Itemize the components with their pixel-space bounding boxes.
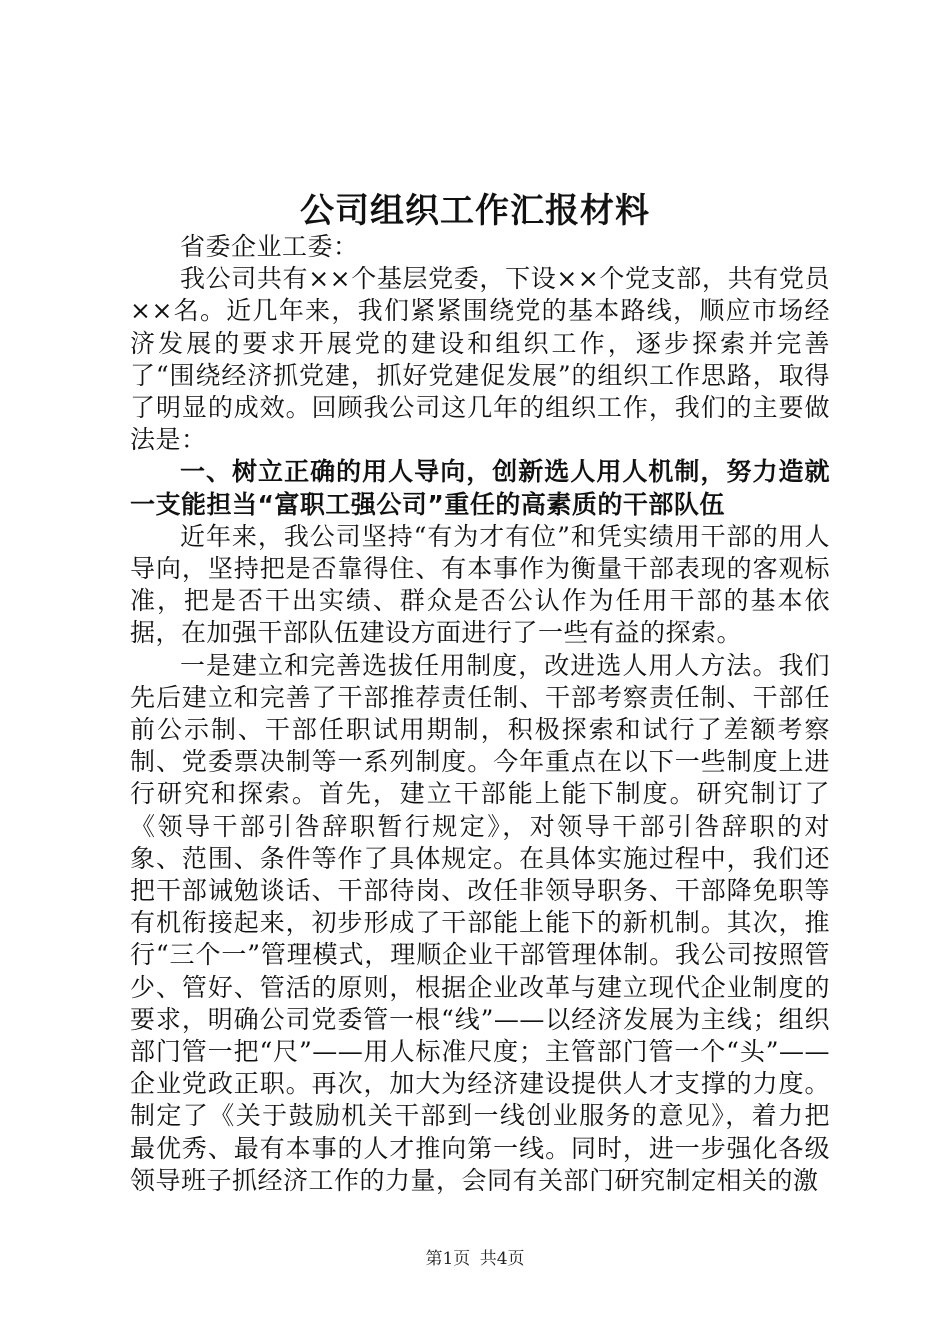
- section-heading: 一、树立正确的用人导向，创新选人用人机制，努力造就一支能担当“富职工强公司”重任的高素质的干部队伍: [130, 457, 830, 519]
- page-footer: [0, 1244, 950, 1269]
- document-title: 公司组织工作汇报材料: [300, 191, 650, 231]
- intro-paragraph: 我公司共有××个基层党委，下设××个党支部，共有党员××名。近几年来，我们紧紧围绕党的基本路线，顺应市场经济发展的要求开展党的建设和组织工作，逐步探索并完善了“围绕经济抓党建，抓好党建促发展”的组织工作思路，取得了明显的成效。回顾我公司这几年的组织工作，我们的主要做法是：: [130, 264, 830, 455]
- document-body: [130, 231, 830, 1197]
- body-paragraph: 近年来，我公司坚持“有为才有位”和凭实绩用干部的用人导向，坚持把是否靠得住、有本事作为衡量干部表现的客观标准，把是否干出实绩、群众是否公认作为任用干部的基本依据，在加强干部队伍建设方面进行了一些有益的探索。: [130, 521, 830, 648]
- body-paragraph: 一是建立和完善选拔任用制度，改进选人用人方法。我们先后建立和完善了干部推荐责任制、干部考察责任制、干部任前公示制、干部任职试用期制，积极探索和试行了差额考察制、党委票决制等一系列制度。今年重点在以下一些制度上进行研究和探索。首先，建立干部能上能下制度。研究制订了《领导干部引咎辞职暂行规定》，对领导干部引咎辞职的对象、范围、条件等作了具体规定。在具体实施过程中，我们还把干部诫勉谈话、干部待岗、改任非领导职务、干部降免职等有机衔接起来，初步形成了干部能上能下的新机制。其次，推行“三个一”管理模式，理顺企业干部管理体制。我公司按照管少、管好、管活的原则，根据企业改革与建立现代企业制度的要求，明确公司党委管一根“线”——以经济发展为主线；组织部门管一把“尺”——用人标准尺度；主管部门管一个“头”——企业党政正职。再次，加大为经济建设提供人才支撑的力度。制定了《关于鼓励机关干部到一线创业服务的意见》，着力把最优秀、最有本事的人才推向第一线。同时，进一步强化各级领导班子抓经济工作的力量，会同有关部门研究制定相关的激: [130, 650, 830, 1195]
- salutation-paragraph: 省委企业工委：: [180, 232, 359, 261]
- page-total: 共4页: [479, 1249, 525, 1269]
- page-number: 第1页: [425, 1249, 471, 1269]
